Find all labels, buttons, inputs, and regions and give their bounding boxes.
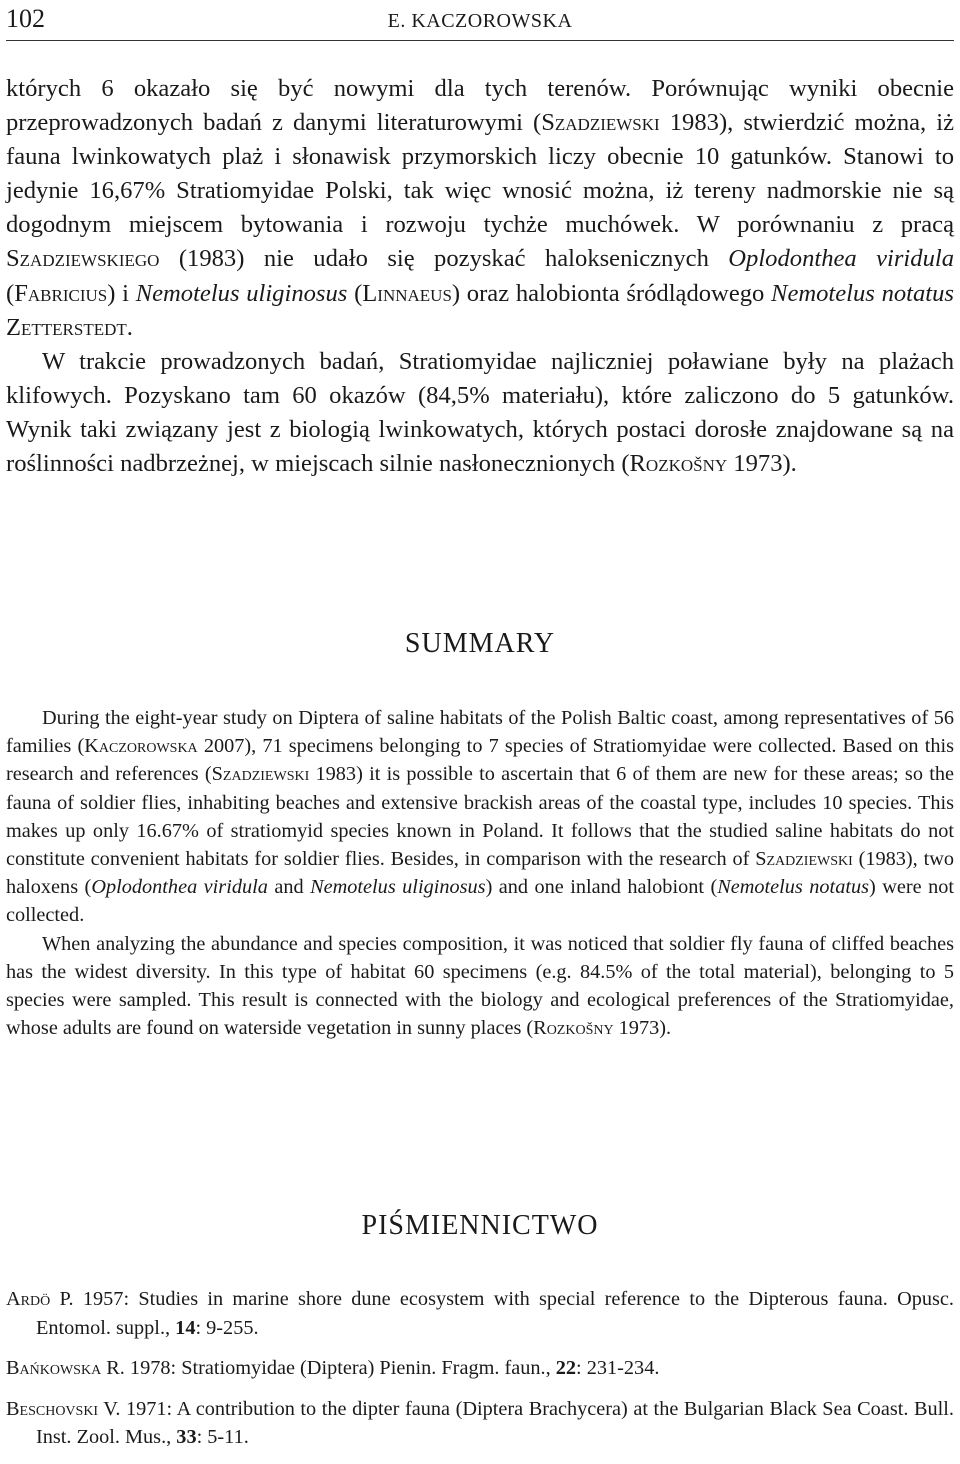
summary-heading: SUMMARY [404, 628, 556, 659]
author-name: Szadziewskiego [6, 245, 160, 273]
body-paragraph-2: W trakcie prowadzonych badań, Stratiomyidae najliczniej poławiane były na plażach klifowych. Pozyskano tam 60 okazów (84,5% materiału), które zaliczono do 5 gatunków. Wynik taki związany jest z biologią lwinkowatych, których postaci dorosłe znajdowane są na roślinności nadbrzeżnej, w miejscach silnie nasłonecznionych (Rozkošny 1973). [6, 347, 954, 478]
species-name: Nemotelus uliginosus [310, 876, 486, 899]
reference-item: Ardö P. 1957: Studies in marine shore dune ecosystem with special reference to the Dipterous fauna. Opusc. Entomol. suppl., 14: 9-255. [6, 1288, 954, 1339]
header-rule [6, 40, 954, 41]
page-header [0, 2, 960, 36]
summary-paragraph-1: During the eight-year study on Diptera of saline habitats of the Polish Baltic coast, among representatives of 56 families (Kaczorowska 2007), 71 specimens belonging to 7 species of Stratiomyidae were collected. Based on this research and references (Szadziewski 1983) it is possible to ascertain that 6 of them are new for these areas; so the fauna of soldier flies, inhabiting beaches and extensive brackish areas of the coastal type, includes 10 species. This makes up only 16.67% of stratiomyid species known in Poland. It follows that the studied saline habitats do not constitute convenient habitats for soldier flies. Besides, in comparison with the research of Szadziewski (1983), two haloxens (Oplodonthea viridula and Nemotelus uliginosus) and one inland halobiont (Nemotelus notatus) were not collected. [6, 707, 954, 927]
author-name: Szadziewski [211, 763, 310, 786]
polish-body-text [6, 72, 954, 481]
summary-text [6, 704, 954, 1042]
species-name: Oplodonthea viridula [91, 876, 268, 899]
author-name: Fabricius [14, 279, 108, 307]
reference-author: Ardö P. [6, 1288, 74, 1310]
author-name: Szadziewski [755, 848, 853, 871]
reference-volume: 33 [176, 1426, 197, 1448]
references-heading: PIŚMIENNICTWO [361, 1210, 599, 1241]
species-name: Nemotelus notatus [771, 279, 955, 307]
author-name: Linnaeus [362, 279, 452, 307]
references-list [6, 1285, 954, 1464]
reference-author: Bańkowska R. [6, 1357, 125, 1379]
summary-paragraph-2: When analyzing the abundance and species composition, it was noticed that soldier fly fauna of cliffed beaches has the widest diversity. In this type of habitat 60 specimens (e.g. 84.5% of the total material), belonging to 5 species were sampled. This result is connected with the biology and ecological preferences of the Stratiomyidae, whose adults are found on waterside vegetation in sunny places (Rozkošny 1973). [6, 932, 954, 1040]
species-name: Oplodonthea viridula [728, 245, 954, 273]
body-paragraph-1: których 6 okazało się być nowymi dla tych terenów. Porównując wyniki obecnie przeprowadzonych badań z danymi literaturowymi (Szadziewski 1983), stwierdzić można, iż fauna lwinkowatych plaż i słonawisk przymorskich liczy obecnie 10 gatunków. Stanowi to jedynie 16,67% Stratiomyidae Polski, tak więc wnosić można, iż tereny nadmorskie nie są dogodnym miejscem bytowania i rozwoju tychże muchówek. W porównaniu z pracą Szadziewskiego (1983) nie udało się pozyskać haloksenicznych Oplodonthea viridula (Fabricius) i Nemotelus uliginosus (Linnaeus) oraz halobionta śródlądowego Nemotelus notatus Zetterstedt. [6, 75, 955, 341]
author-name: Rozkošny [629, 450, 728, 478]
author-name: Zetterstedt [6, 313, 127, 341]
author-name: Rozkošny [533, 1017, 614, 1040]
reference-volume: 14 [175, 1316, 196, 1339]
species-name: Nemotelus uliginosus [135, 279, 348, 307]
reference-author: Beschovski V. [6, 1397, 121, 1420]
running-head: E. KACZOROWSKA [387, 10, 573, 32]
species-name: Nemotelus notatus [717, 876, 870, 899]
author-name: Kaczorowska [84, 735, 198, 758]
reference-item: Beschovski V. 1971: A contribution to the dipter fauna (Diptera Brachycera) at the Bulgarian Black Sea Coast. Bull. Inst. Zool. Mus., 33: 5-11. [6, 1397, 955, 1448]
author-name: Szadziewski [541, 109, 660, 137]
reference-item: Bańkowska R. 1978: Stratiomyidae (Diptera) Pienin. Fragm. faun., 22: 231-234. [6, 1357, 660, 1379]
page-number: 102 [6, 4, 45, 33]
reference-volume: 22 [555, 1357, 577, 1379]
